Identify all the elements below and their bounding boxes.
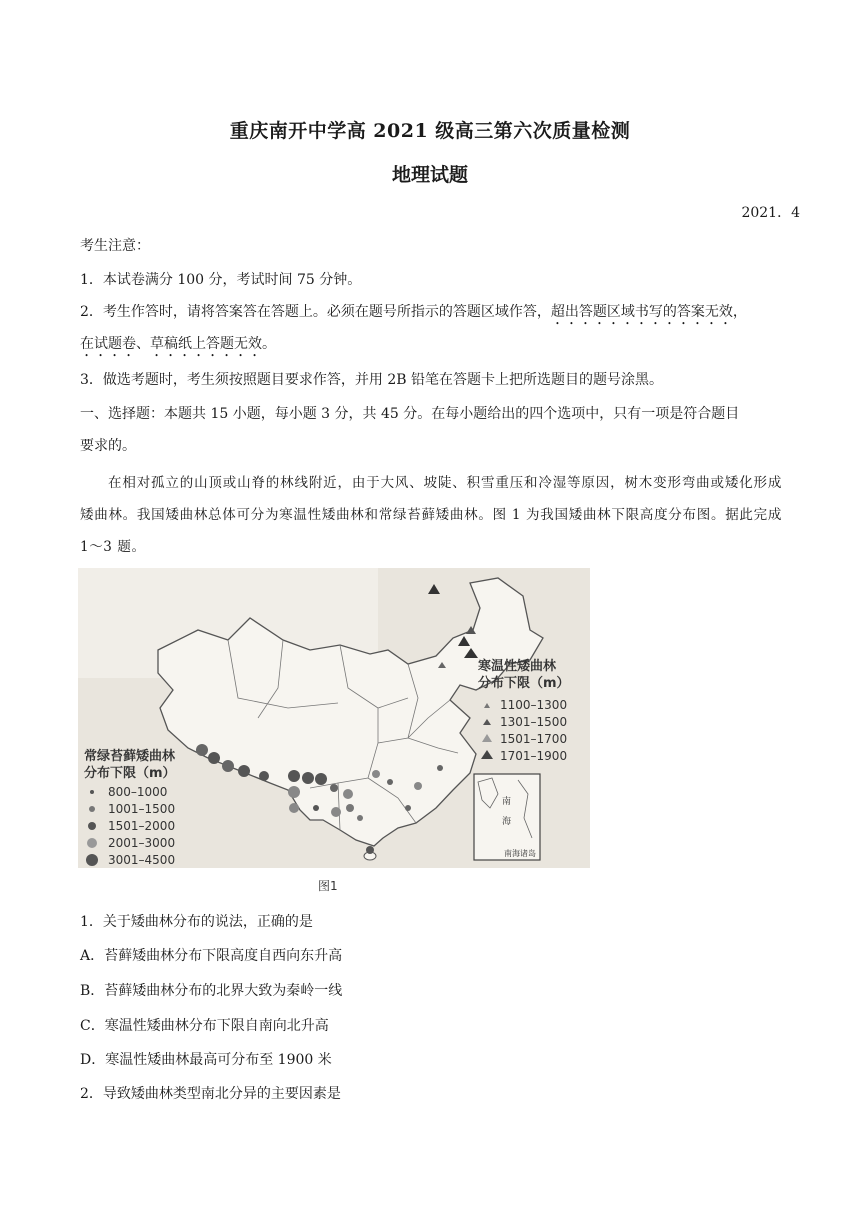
legend-right-subtitle: 分布下限（m）	[478, 676, 570, 691]
exam-subtitle: 地理试题	[391, 164, 468, 186]
moss-marker	[343, 789, 353, 799]
moss-marker	[302, 772, 314, 784]
question-1-option-b: B．苔藓矮曲林分布的北界大致为秦岭一线	[80, 983, 343, 999]
legend-left-item: 1501–2000	[108, 819, 176, 833]
moss-marker	[222, 760, 234, 772]
notice-item-2-end: 。	[262, 336, 276, 352]
legend-left-item: 1001–1500	[108, 802, 176, 816]
legend-left-title: 常绿苔藓矮曲林	[84, 749, 176, 764]
question-2: 2．导致矮曲林类型南北分异的主要因素是	[80, 1086, 341, 1102]
legend-right-item: 1100–1300	[500, 698, 568, 712]
legend-left-symbol	[90, 790, 94, 794]
south-china-sea-inset	[474, 774, 540, 860]
passage: 在相对孤立的山顶或山脊的林线附近，由于大风、坡陡、积雪重压和冷湿等原因，树木变形弯曲或矮化形成矮曲林。我国矮曲林总体可分为寒温性矮曲林和常绿苔藓矮曲林。图 1 为我国矮曲林下限高度分布图。据此完成 1～3 题。	[80, 475, 782, 555]
inset-label: 南	[502, 797, 512, 807]
notice-item-2	[80, 302, 780, 328]
legend-right-item: 1701–1900	[500, 749, 568, 763]
question-1-option-d: D．寒温性矮曲林最高可分布至 1900 米	[80, 1052, 332, 1068]
figure-caption: 图1	[318, 879, 338, 893]
legend-left-item: 2001–3000	[108, 836, 176, 850]
legend-right-title: 寒温性矮曲林	[478, 659, 557, 674]
notice-item-2-continued	[80, 334, 780, 360]
moss-marker	[346, 804, 354, 812]
moss-marker	[313, 805, 319, 811]
moss-marker	[196, 744, 208, 756]
legend-left-symbol	[86, 854, 98, 866]
legend-left-symbol	[87, 838, 97, 848]
notice-item-2-text: 2．考生作答时，请将答案答在答题上。必须在题号所指示的答题区域作答，	[80, 304, 551, 320]
moss-marker	[288, 786, 300, 798]
moss-marker	[331, 807, 341, 817]
moss-marker	[405, 805, 411, 811]
legend-left-symbol	[88, 822, 96, 830]
exam-date: 2021．4	[741, 205, 800, 221]
moss-marker	[330, 784, 338, 792]
legend-right-item: 1301–1500	[500, 715, 568, 729]
notice-heading: 考生注意：	[80, 238, 150, 254]
question-1-option-a: A．苔藓矮曲林分布下限高度自西向东升高	[80, 948, 343, 964]
moss-marker	[357, 815, 363, 821]
notice-item-2-emphasis: 超出答题区域书写的答案无效，	[550, 304, 747, 320]
moss-marker	[259, 771, 269, 781]
moss-marker	[289, 803, 299, 813]
moss-marker	[315, 773, 327, 785]
moss-marker	[208, 752, 220, 764]
exam-title: 重庆南开中学高 2021 级高三第六次质量检测	[229, 120, 631, 142]
notice-item-3: 3．做选考题时，考生须按照题目要求作答，并用 2B 铅笔在答题卡上把所选题目的题号涂黑。	[80, 372, 664, 388]
legend-left-item: 3001–4500	[108, 853, 176, 867]
legend-right-item: 1501–1700	[500, 732, 568, 746]
moss-marker	[372, 770, 380, 778]
inset-label: 海	[502, 817, 512, 827]
section-1-heading-cont: 要求的。	[80, 438, 136, 454]
moss-marker	[387, 779, 393, 785]
moss-marker	[366, 846, 374, 854]
moss-marker	[437, 765, 443, 771]
section-1-heading: 一、选择题：本题共 15 小题，每小题 3 分，共 45 分。在每小题给出的四个选项中，只有一项是符合题目	[80, 406, 740, 422]
question-1: 1．关于矮曲林分布的说法，正确的是	[80, 914, 313, 930]
notice-item-1: 1．本试卷满分 100 分，考试时间 75 分钟。	[80, 272, 362, 288]
legend-left-symbol	[89, 806, 95, 812]
inset-label: 南海诸岛	[504, 849, 536, 858]
question-1-option-c: C．寒温性矮曲林分布下限自南向北升高	[80, 1018, 329, 1034]
moss-marker	[414, 782, 422, 790]
legend-left-subtitle: 分布下限（m）	[84, 766, 176, 781]
legend-left-item: 800–1000	[108, 785, 168, 799]
moss-marker	[288, 770, 300, 782]
notice-item-2-emphasis-2: 在试题卷、草稿纸上答题无效	[80, 336, 262, 352]
china-map-figure	[78, 568, 590, 898]
moss-marker	[238, 765, 250, 777]
